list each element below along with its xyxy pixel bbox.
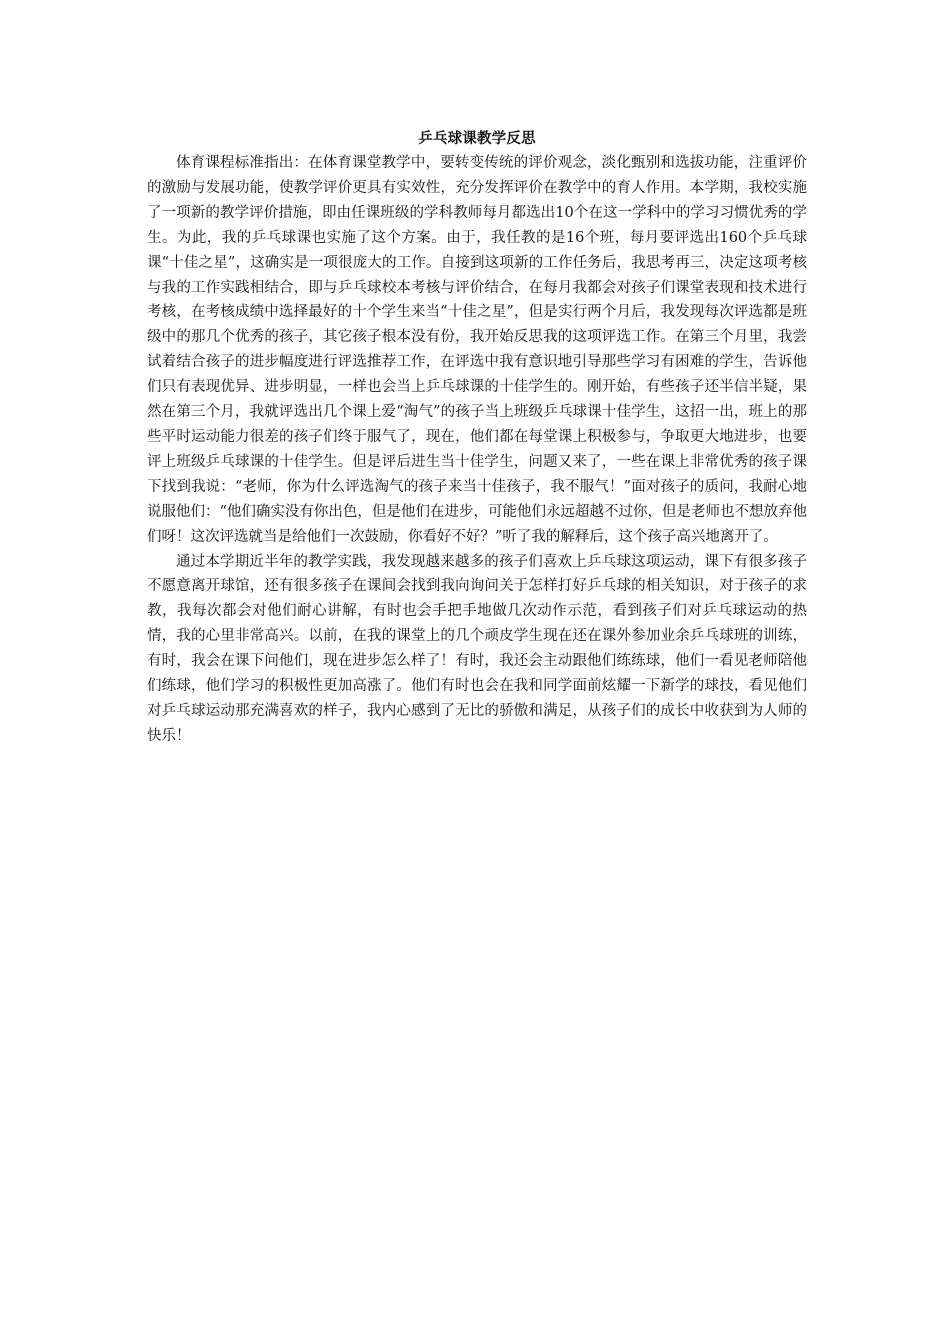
document-body xyxy=(147,127,807,749)
document-title: 乒乓球课教学反思 xyxy=(418,130,536,147)
paragraph-teaching-results: 通过本学期近半年的教学实践，我发现越来越多的孩子们喜欢上乒乓球这项运动，课下有很多孩子不愿意离开球馆，还有很多孩子在课间会找到我向询问关于怎样打好乒乓球的相关知识，对于孩子的求教，我每次都会对他们耐心讲解，有时也会手把手地做几次动作示范，看到孩子们对乒乓球运动的热情，我的心里非常高兴。以前，在我的课堂上的几个顽皮学生现在还在课外参加业余乒乓球班的训练，有时，我会在课下问他们，现在进步怎么样了！有时，我还会主动跟他们练练球，他们一看见老师陪他们练球，他们学习的积极性更加高涨了。他们有时也会在我和同学面前炫耀一下新学的球技，看见他们对乒乓球运动那充满喜欢的样子，我内心感到了无比的骄傲和满足，从孩子们的成长中收获到为人师的快乐！ xyxy=(147,553,807,744)
paragraph-evaluation-reform: 体育课程标准指出：在体育课堂教学中，要转变传统的评价观念，淡化甄别和选拔功能，注重评价的激励与发展功能，使教学评价更具有实效性，充分发挥评价在教学中的育人作用。本学期，我校实施了一项新的教学评价措施，即由任课班级的学科教师每月都选出10个在这一学科中的学习习惯优秀的学生。为此，我的乒乓球课也实施了这个方案。由于，我任教的是16个班，每月要评选出160个乒乓球课“十佳之星”，这确实是一项很庞大的工作。自接到这项新的工作任务后，我思考再三，决定这项考核与我的工作实践相结合，即与乒乓球校本考核与评价结合，在每月我都会对孩子们课堂表现和技术进行考核，在考核成绩中选择最好的十个学生来当“十佳之星”，但是实行两个月后，我发现每次评选都是班级中的那几个优秀的孩子，其它孩子根本没有份，我开始反思我的这项评选工作。在第三个月里，我尝试着结合孩子的进步幅度进行评选推荐工作，在评选中我有意识地引导那些学习有困难的学生，告诉他们只有表现优异、进步明显，一样也会当上乒乓球课的十佳学生的。刚开始，有些孩子还半信半疑，果然在第三个月，我就评选出几个课上爱“淘气”的孩子当上班级乒乓球课十佳学生，这招一出，班上的那些平时运动能力很差的孩子们终于服气了，现在，他们都在每堂课上积极参与，争取更大地进步，也要评上班级乒乓球课的十佳学生。但是评后进生当十佳学生，问题又来了，一些在课上非常优秀的孩子课下找到我说：“老师，你为什么评选淘气的孩子来当十佳孩子，我不服气！”面对孩子的质问，我耐心地说服他们：“他们确实没有你出色，但是他们在进步，可能他们永远超越不过你，但是老师也不想放弃他们呀！这次评选就当是给他们一次鼓励，你看好不好？”听了我的解释后，这个孩子高兴地离开了。 xyxy=(147,155,807,545)
